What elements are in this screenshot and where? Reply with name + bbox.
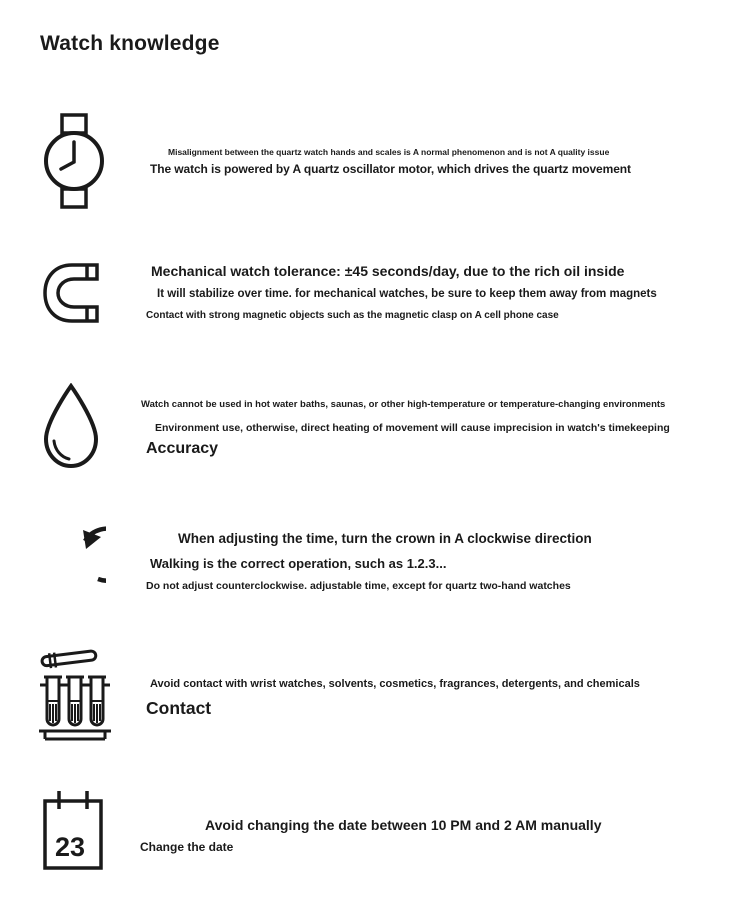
temperature-subline-text: Environment use, otherwise, direct heating of movement will cause imprecision in watch's timekeeping: [155, 422, 670, 434]
chemicals-note-text: Avoid contact with wrist watches, solvents, cosmetics, fragrances, detergents, and chemicals: [150, 678, 640, 690]
water-drop-icon: [42, 383, 100, 469]
rotate-clockwise-icon: [42, 522, 106, 598]
calendar-day-number: 23: [55, 832, 86, 862]
temperature-note-text: Watch cannot be used in hot water baths, saunas, or other high-temperature or temperature-changing environments: [141, 399, 666, 410]
calendar-icon: [42, 788, 104, 872]
magnet-note-text: Contact with strong magnetic objects such as the magnetic clasp on A cell phone case: [146, 310, 559, 321]
magnet-icon: [42, 262, 100, 324]
page-title: Watch knowledge: [40, 32, 220, 55]
watch-icon: [42, 112, 106, 210]
quartz-headline-text: The watch is powered by A quartz oscillator motor, which drives the quartz movement: [150, 162, 631, 176]
test-tubes-icon: [36, 645, 114, 745]
date-subline-text: Change the date: [140, 840, 234, 854]
crown-subline-text: Walking is the correct operation, such as 1.2.3...: [150, 556, 447, 571]
crown-note-text: Do not adjust counterclockwise. adjustable time, except for quartz two-hand watches: [146, 580, 571, 592]
contact-headline-text: Contact: [146, 698, 212, 718]
crown-headline-text: When adjusting the time, turn the crown in A clockwise direction: [178, 531, 592, 546]
magnet-subline-text: It will stabilize over time. for mechanical watches, be sure to keep them away from magnets: [157, 288, 657, 300]
date-headline-text: Avoid changing the date between 10 PM and 2 AM manually: [205, 817, 602, 833]
accuracy-headline-text: Accuracy: [146, 440, 219, 457]
quartz-note-text: Misalignment between the quartz watch hands and scales is A normal phenomenon and is not A quality issue: [168, 147, 610, 157]
magnet-headline-text: Mechanical watch tolerance: ±45 seconds/day, due to the rich oil inside: [151, 263, 625, 279]
